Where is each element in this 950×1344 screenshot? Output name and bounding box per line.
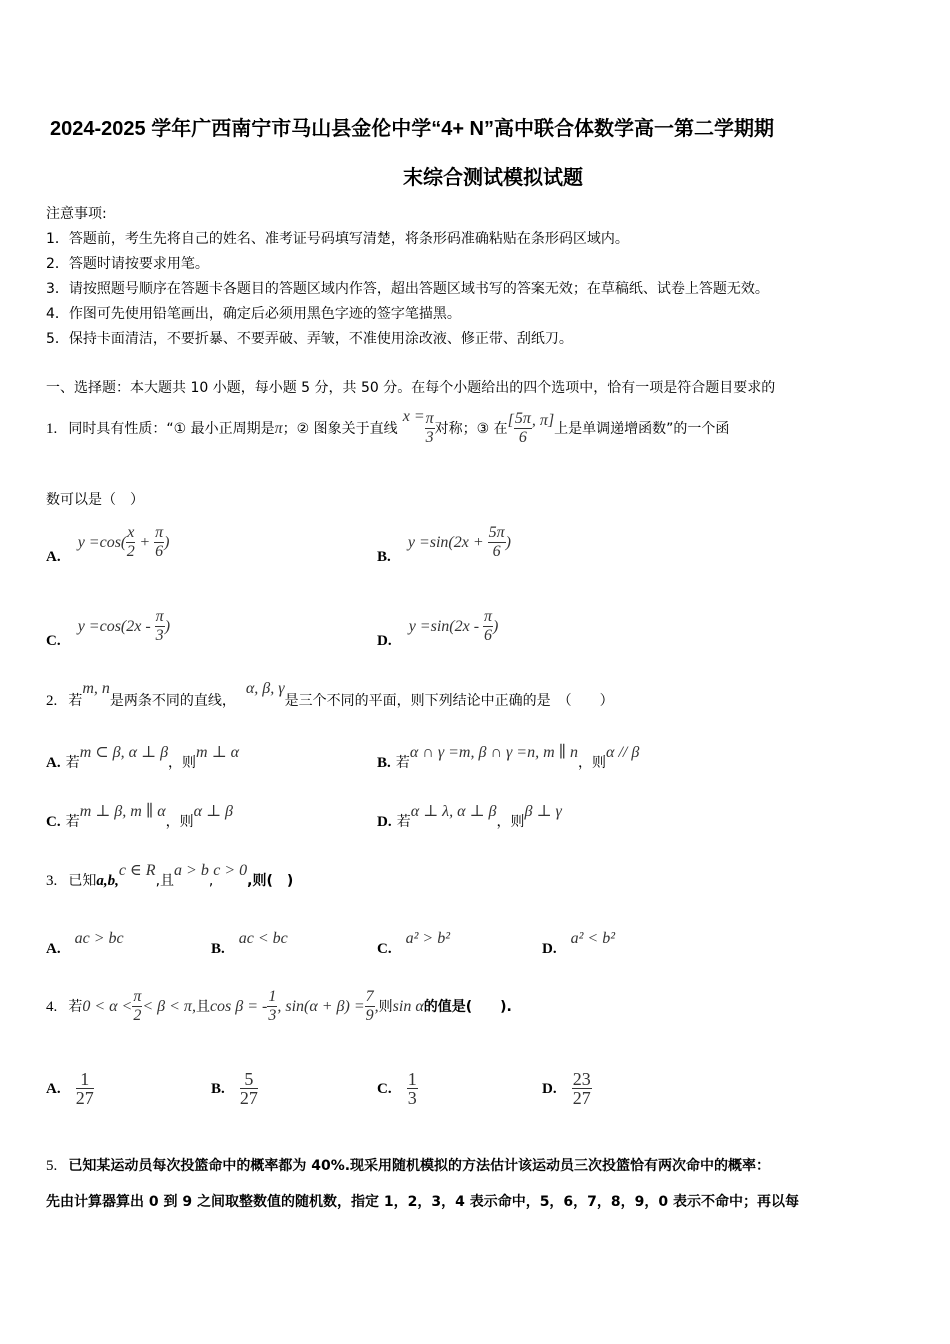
q4-text: 且 xyxy=(195,999,210,1015)
option-label: B. xyxy=(211,941,225,957)
option-expr: a² < b² xyxy=(570,930,615,947)
q2-text: 是两条不同的直线， xyxy=(109,693,236,709)
option-expr: m ⊂ β, α ⊥ β xyxy=(79,744,169,761)
q1-option-a[interactable] xyxy=(46,524,170,565)
option-label: D. xyxy=(377,814,392,830)
q4-text: 若 xyxy=(68,999,83,1015)
q3-agb: a > b xyxy=(174,862,209,879)
q2-text: 若 xyxy=(68,693,83,709)
q4-fraction: $\frac{7}{9}$ xyxy=(365,988,374,1024)
q3-option-a[interactable] xyxy=(46,930,124,958)
option-text: ，则 xyxy=(496,814,525,830)
q3-text: ,且 xyxy=(155,873,175,889)
q1-text-cont: 数可以是（ ） xyxy=(46,492,144,508)
question-1-stem xyxy=(46,410,729,460)
q1-interval-open: [ xyxy=(507,412,514,429)
q4-tail: , xyxy=(374,998,379,1015)
option-fraction: $\frac{\pi}{6}$ xyxy=(484,608,493,644)
q1-option-c[interactable] xyxy=(46,608,171,649)
question-number: 3. xyxy=(46,873,58,889)
option-fraction: $\frac{23}{27}$ xyxy=(572,1069,591,1108)
option-expr: ac < bc xyxy=(238,930,288,947)
option-text: 若 xyxy=(65,755,80,771)
question-number: 4. xyxy=(46,999,58,1015)
option-expr: ) xyxy=(493,618,499,635)
option-label: B. xyxy=(377,549,391,565)
section-heading: 一、选择题：本大题共 10 小题，每小题 5 分，共 50 分。在每个小题给出的四个选项中，恰有一项是符合题目要求的 xyxy=(46,380,776,396)
option-expr: α ⊥ λ, α ⊥ β xyxy=(410,803,497,820)
option-expr: y =sin(2x + xyxy=(407,534,488,551)
option-expr: α ∩ γ =m, β ∩ γ =n, m ∥ n xyxy=(409,744,579,761)
option-text: 若 xyxy=(395,755,410,771)
option-expr: ) xyxy=(505,534,511,551)
q4-sin: , sin(α + β) = xyxy=(277,998,365,1015)
notice-heading: 注意事项: xyxy=(46,206,107,222)
q2-option-c[interactable] xyxy=(46,803,234,831)
q1-x-eq: x = xyxy=(402,408,425,425)
option-label: B. xyxy=(377,755,391,771)
q1-interval-fraction: $\frac{5\pi}{6}$ xyxy=(514,410,531,446)
option-label: D. xyxy=(377,633,392,649)
option-text: 若 xyxy=(396,814,411,830)
q4-text: 则 xyxy=(378,999,393,1015)
question-2-stem xyxy=(46,680,614,710)
q2-planes: α, β, γ xyxy=(245,680,285,697)
option-label: A. xyxy=(46,755,61,771)
option-label: C. xyxy=(46,814,61,830)
option-fraction: $\frac{1}{3}$ xyxy=(407,1069,417,1108)
notice-item: 1．答题前，考生先将自己的姓名、准考证号码填写清楚，将条形码准确粘贴在条形码区域内。 xyxy=(46,231,629,247)
q1-fraction: $\frac{\pi}{3}$ xyxy=(425,410,434,446)
option-fraction: $\frac{5\pi}{6}$ xyxy=(488,524,505,560)
q4-sina: sin α xyxy=(392,998,424,1015)
option-text: ，则 xyxy=(165,814,194,830)
q1-text: 对称；③ 在 xyxy=(434,421,508,437)
option-expr: ac > bc xyxy=(74,930,124,947)
q4-range: < β < π, xyxy=(142,998,196,1015)
option-fraction: $\frac{\pi}{6}$ xyxy=(155,524,164,560)
q4-fraction: $\frac{\pi}{2}$ xyxy=(133,988,142,1024)
q1-text: 同时具有性质：“① 最小正周期是 xyxy=(68,421,275,437)
option-expr: m ⊥ α xyxy=(196,744,240,761)
option-text: 若 xyxy=(65,814,80,830)
notice-item: 2．答题时请按要求用笔。 xyxy=(46,256,209,272)
option-label: A. xyxy=(46,549,61,565)
q3-option-c[interactable] xyxy=(377,930,450,958)
q4-option-d[interactable] xyxy=(542,1070,592,1107)
q1-interval-tail: , π] xyxy=(531,412,555,429)
option-label: C. xyxy=(46,633,61,649)
option-text: ，则 xyxy=(578,755,607,771)
q3-option-b[interactable] xyxy=(211,930,288,958)
question-number: 1. xyxy=(46,421,58,437)
question-3-stem xyxy=(46,862,294,890)
q4-option-a[interactable] xyxy=(46,1070,94,1107)
q2-text: 是三个不同的平面，则下列结论中正确的是 （ ） xyxy=(284,693,614,709)
option-fraction: $\frac{1}{27}$ xyxy=(75,1069,94,1108)
option-fraction: $\frac{x}{2}$ xyxy=(126,524,135,560)
option-expr: β ⊥ γ xyxy=(524,803,562,820)
q2-option-d[interactable] xyxy=(377,803,562,831)
q4-text: 的值是( ). xyxy=(423,999,512,1015)
q3-cR: c ∈ R xyxy=(118,862,156,879)
question-number: 5. xyxy=(46,1158,58,1174)
option-label: C. xyxy=(377,941,392,957)
q1-text: ；② 图象关于直线 xyxy=(282,421,398,437)
q1-text: 上是单调递增函数”的一个函 xyxy=(554,421,730,437)
option-label: C. xyxy=(377,1081,392,1097)
q2-option-a[interactable] xyxy=(46,744,240,772)
option-label: A. xyxy=(46,1081,61,1097)
q4-range: 0 < α < xyxy=(82,998,133,1015)
page-title-line1: 2024-2025 学年广西南宁市马山县金伦中学“4+ N”高中联合体数学高一第二学期期 xyxy=(50,118,775,140)
option-expr: y =cos(2x - xyxy=(77,618,155,635)
notice-item: 4．作图可先使用铅笔画出，确定后必须用黑色字迹的签字笔描黑。 xyxy=(46,306,461,322)
option-expr: ) xyxy=(164,618,171,635)
option-label: A. xyxy=(46,941,61,957)
q4-option-b[interactable] xyxy=(211,1070,258,1107)
q4-fraction: $\frac{1}{3}$ xyxy=(268,988,277,1024)
question-number: 2. xyxy=(46,693,58,709)
option-expr: y =sin(2x - xyxy=(408,618,484,635)
notice-item: 3．请按照题号顺序在答题卡各题目的答题区域内作答，超出答题区域书写的答案无效；在草稿纸、试卷上答题无效。 xyxy=(46,281,769,297)
option-expr: + xyxy=(135,534,155,551)
q2-mn: m, n xyxy=(82,680,110,697)
option-label: D. xyxy=(542,1081,557,1097)
q3-cg0: c > 0 xyxy=(213,862,248,879)
q3-option-d[interactable] xyxy=(542,930,615,958)
q2-option-b[interactable] xyxy=(377,744,640,772)
page-title-line2: 末综合测试模拟试题 xyxy=(403,167,583,189)
option-label: D. xyxy=(542,941,557,957)
option-fraction: $\frac{\pi}{3}$ xyxy=(155,608,164,644)
q1-option-b[interactable] xyxy=(377,524,511,565)
q4-cos: cos β = - xyxy=(209,998,268,1015)
notice-item: 5．保持卡面清洁，不要折暴、不要弄破、弄皱，不准使用涂改液、修正带、刮纸刀。 xyxy=(46,331,573,347)
option-expr: α // β xyxy=(606,744,640,761)
q3-text: , xyxy=(208,873,214,889)
q3-text: ,则( ) xyxy=(247,873,294,889)
option-expr: α ⊥ β xyxy=(193,803,234,820)
question-5-line1 xyxy=(46,1155,770,1175)
option-expr: ) xyxy=(164,534,170,551)
q4-option-c[interactable] xyxy=(377,1070,418,1107)
q5-text: 已知某运动员每次投篮命中的概率都为 40%.现采用随机模拟的方法估计该运动员三次投篮恰有两次命中的概率： xyxy=(68,1158,771,1174)
q3-text: 已知 xyxy=(68,873,97,889)
option-expr: y =cos( xyxy=(77,534,127,551)
option-expr: a² > b² xyxy=(405,930,450,947)
q1-option-d[interactable] xyxy=(377,608,499,649)
option-text: ，则 xyxy=(168,755,197,771)
question-5-line2: 先由计算器算出 0 到 9 之间取整数值的随机数，指定 1，2，3，4 表示命中，5，6，7，8，9，0 表示不命中；再以每 xyxy=(46,1194,800,1210)
q1-pi: π xyxy=(274,420,283,437)
q3-ab: a,b, xyxy=(96,873,119,889)
option-label: B. xyxy=(211,1081,225,1097)
option-expr: m ⊥ β, m ∥ α xyxy=(79,803,166,820)
option-fraction: $\frac{5}{27}$ xyxy=(239,1069,258,1108)
question-4-stem xyxy=(46,988,512,1025)
